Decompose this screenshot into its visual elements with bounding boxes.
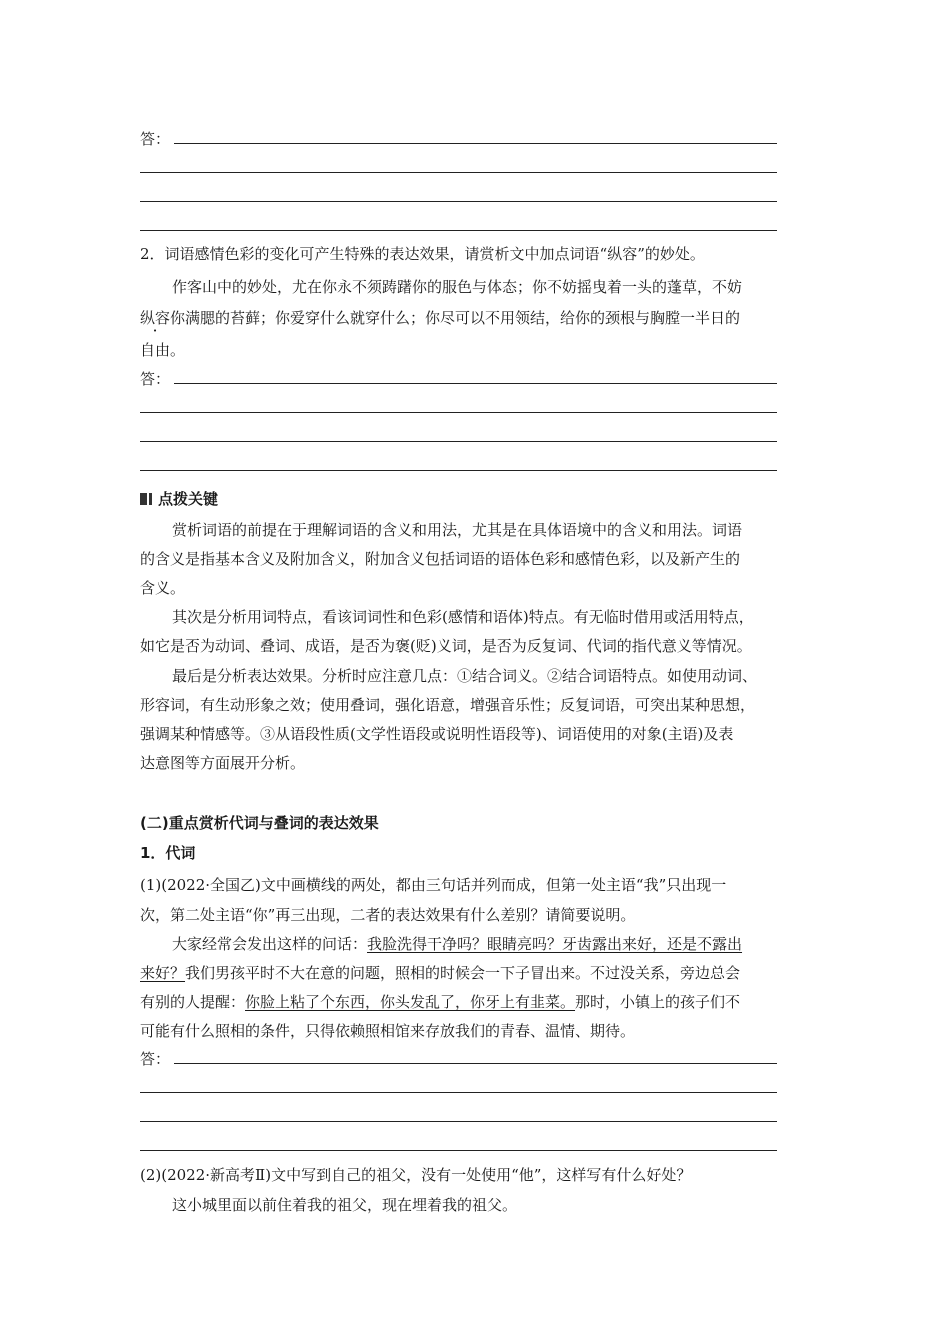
tips-line: 达意图等方面展开分析。 bbox=[140, 754, 306, 772]
answer-line bbox=[140, 1121, 777, 1122]
question-2-line: (2)(2022·新高考Ⅱ)文中写到自己的祖父，没有一处使用“他”，这样写有什么好处？ bbox=[140, 1166, 692, 1184]
answer-label: 答： bbox=[140, 370, 171, 388]
passage-text: 那时，小镇上的孩子们不 bbox=[575, 993, 741, 1011]
tips-line: 最后是分析表达效果。分析时应注意几点：①结合词义。②结合词语特点。如使用动词、 bbox=[172, 667, 758, 685]
tips-line: 形容词，有生动形象之效；使用叠词，强化语意，增强音乐性；反复词语，可突出某种思想， bbox=[140, 696, 756, 714]
answer-line bbox=[174, 143, 777, 144]
answer-line bbox=[140, 230, 777, 231]
tips-line: 赏析词语的前提在于理解词语的含义和用法，尤其是在具体语境中的含义和用法。词语 bbox=[172, 521, 743, 539]
section-bar-icon bbox=[140, 493, 152, 505]
answer-label: 答： bbox=[140, 1050, 171, 1068]
dotted-word: 纵容 bbox=[140, 309, 171, 327]
answer-line bbox=[140, 470, 777, 471]
passage-text: 有别的人提醒： bbox=[140, 993, 246, 1011]
subsection-heading: 1．代词 bbox=[140, 844, 196, 862]
q2-passage-rest: 你满腮的苔藓；你爱穿什么就穿什么；你尽可以不用领结，给你的颈根与胸膛一半日的 bbox=[170, 309, 741, 327]
question-1-line: (1)(2022·全国乙)文中画横线的两处，都由三句话并列而成，但第一处主语“我”只出现一 bbox=[140, 876, 727, 894]
tips-line: 的含义是指基本含义及附加含义，附加含义包括词语的语体色彩和感情色彩，以及新产生的 bbox=[140, 550, 741, 568]
answer-label: 答： bbox=[140, 130, 171, 148]
answer-line bbox=[140, 201, 777, 202]
tips-heading bbox=[140, 488, 218, 509]
passage-line bbox=[140, 991, 740, 1012]
tips-line: 如它是否为动词、叠词、成语，是否为褒(贬)义词，是否为反复词、代词的指代意义等情况。 bbox=[140, 637, 752, 655]
passage-line bbox=[140, 962, 740, 983]
answer-line bbox=[140, 412, 777, 413]
answer-line bbox=[174, 1063, 777, 1064]
q2-passage-line bbox=[140, 307, 740, 328]
passage-line bbox=[140, 933, 742, 954]
passage-text: 我们男孩平时不大在意的问题，照相的时候会一下子冒出来。不过没关系，旁边总会 bbox=[185, 964, 741, 982]
underlined-text: 你脸上粘了个东西，你头发乱了，你牙上有韭菜。 bbox=[245, 993, 576, 1011]
section-2-heading: (二)重点赏析代词与叠词的表达效果 bbox=[140, 814, 379, 832]
tips-line: 强调某种情感等。③从语段性质(文学性语段或说明性语段等)、词语使用的对象(主语)及表 bbox=[140, 725, 734, 743]
tips-heading-text: 点拨关键 bbox=[158, 490, 219, 508]
question-2-prompt: 2．词语感情色彩的变化可产生特殊的表达效果，请赏析文中加点词语“纵容”的妙处。 bbox=[140, 245, 705, 263]
underlined-text: 来好？ bbox=[140, 964, 186, 982]
answer-line bbox=[174, 383, 777, 384]
passage-line: 可能有什么照相的条件，只得依赖照相馆来存放我们的青春、温情、期待。 bbox=[140, 1022, 636, 1040]
passage-line: 这小城里面以前住着我的祖父，现在埋着我的祖父。 bbox=[172, 1196, 518, 1214]
q2-passage-line: 作客山中的妙处，尤在你永不须踌躇你的服色与体态；你不妨摇曳着一头的蓬草，不妨 bbox=[172, 278, 743, 296]
underlined-text: 我脸洗得干净吗？眼睛亮吗？牙齿露出来好，还是不露出 bbox=[367, 935, 743, 953]
answer-line bbox=[140, 441, 777, 442]
passage-text: 大家经常会发出这样的问话： bbox=[172, 935, 368, 953]
answer-line bbox=[140, 172, 777, 173]
tips-line: 含义。 bbox=[140, 579, 186, 597]
q2-passage-line: 自由。 bbox=[140, 341, 186, 359]
tips-line: 其次是分析用词特点，看该词词性和色彩(感情和语体)特点。有无临时借用或活用特点， bbox=[172, 608, 754, 626]
answer-line bbox=[140, 1150, 777, 1151]
question-1-line: 次，第二处主语“你”再三出现，二者的表达效果有什么差别？请简要说明。 bbox=[140, 906, 636, 924]
answer-line bbox=[140, 1092, 777, 1093]
